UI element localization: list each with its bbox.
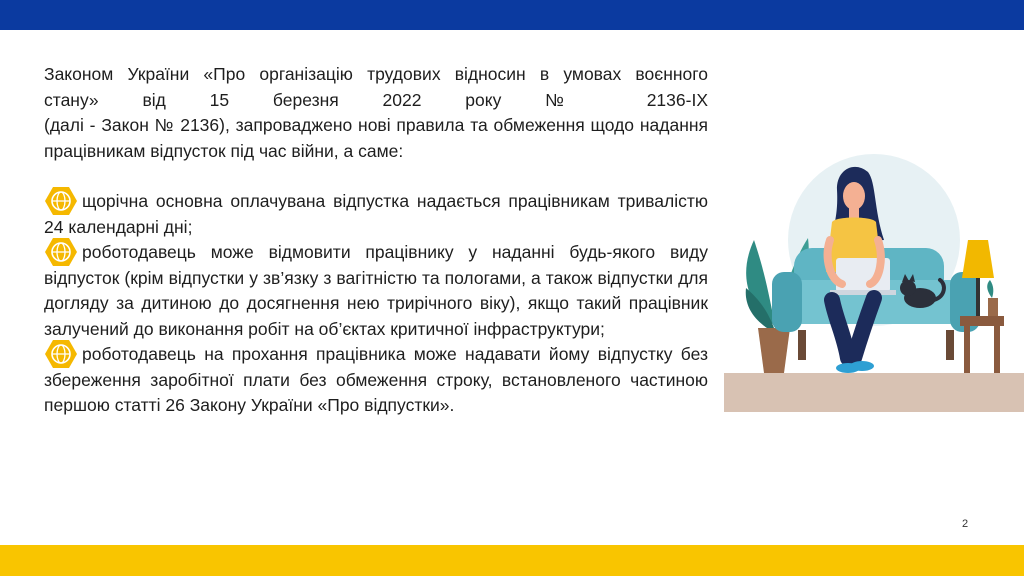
bullet-text-1: щорічна основна оплачувана відпустка надається працівникам тривалістю 24 календарні дні;: [44, 191, 708, 237]
bullet-item-3: [44, 342, 708, 419]
intro-line-2: стану» від 15 березня 2022 року № 2136-IX: [44, 89, 708, 110]
intro-line-3: (далі - Закон № 2136), запроваджено нові правила та обмеження щодо надання працівникам відпусток під час війни, а саме:: [44, 115, 708, 161]
bottom-yellow-bar: [0, 545, 1024, 576]
coin-icon: [44, 237, 78, 267]
intro-line-1: Законом України «Про організацію трудових відносин в умовах воєнного: [44, 64, 708, 84]
page-number: 2: [962, 518, 969, 530]
bullet-item-1: [44, 189, 708, 240]
bullet-text-2: роботодавець може відмовити працівнику у наданні будь-якого виду відпусток (крім відпустки у зв’язку з вагітністю та пологами, а також відпустки для догляду за дитиною до досягнення нею трирічного віку), якщо такий працівник залучений до виконання робіт на об’єктах критичної інфраструктури;: [44, 242, 708, 339]
coin-icon: [44, 186, 78, 216]
coin-icon: [44, 339, 78, 369]
bullet-text-3: роботодавець на прохання працівника може надавати йому відпустку без збереження заробітної плати без обмеження строку, встановленого частиною першою статті 26 Закону України «Про відпустки».: [44, 344, 708, 415]
bullet-item-2: [44, 240, 708, 342]
woman-on-sofa-illustration: [724, 130, 1024, 412]
slide-text: [44, 62, 708, 419]
top-blue-bar: [0, 0, 1024, 30]
